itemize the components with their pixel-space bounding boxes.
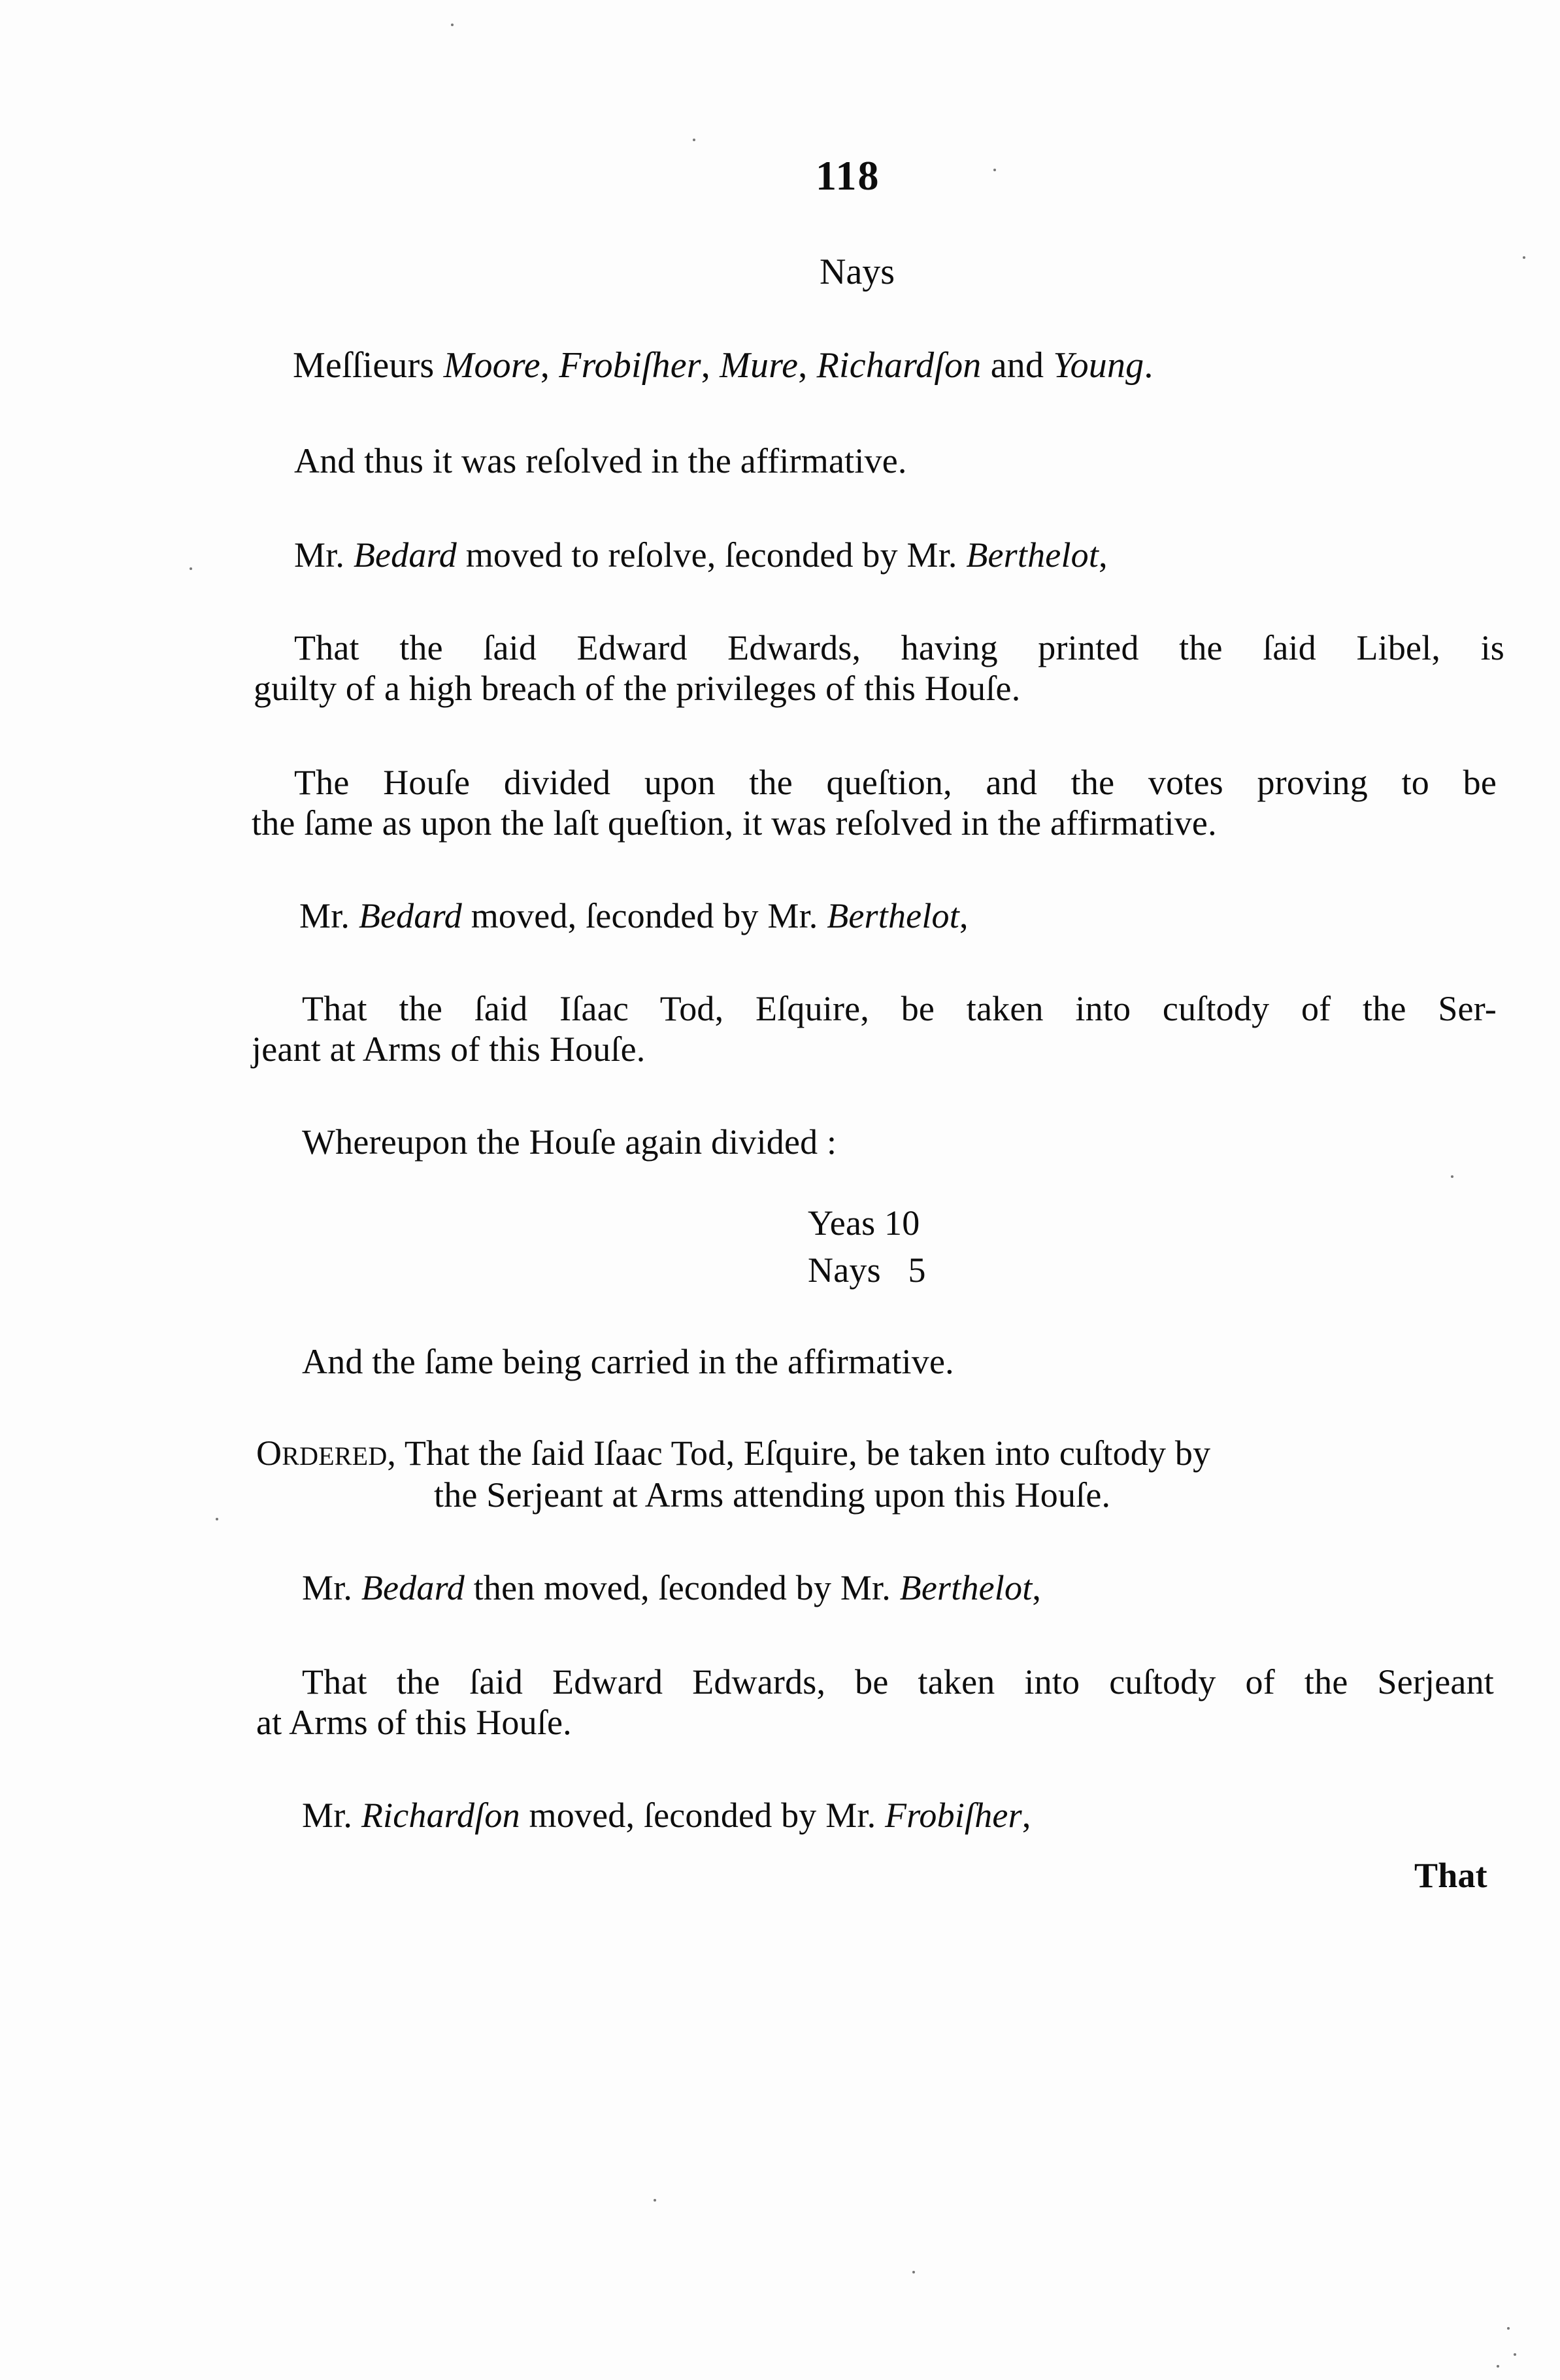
catchword: That (1414, 1856, 1487, 1895)
resolution-paragraph-line: That the ſaid Edward Edwards, having printed the ſaid Libel, is (294, 628, 1504, 667)
ordered-label: RDERED (282, 1441, 388, 1471)
resolution-paragraph-line: guilty of a high breach of the privileges of this Houſe. (254, 669, 1021, 708)
nays-value: 5 (908, 1250, 926, 1290)
ordered-line (256, 1433, 1210, 1477)
member-name: Berthelot (827, 896, 959, 935)
text-run: , (540, 345, 559, 386)
division-paragraph-line: The Houſe divided upon the queſtion, and the votes proving to be (294, 763, 1497, 802)
text-run: , (387, 1433, 397, 1473)
scan-speck (1514, 2353, 1516, 2356)
text-run: , (1032, 1568, 1042, 1607)
member-name: Richardſon (361, 1796, 520, 1835)
member-name: Mure (720, 345, 799, 386)
scan-speck (912, 2271, 915, 2273)
scan-speck (1451, 1175, 1453, 1178)
member-name: Berthelot (899, 1568, 1033, 1607)
text-run: , (798, 345, 817, 386)
text-run: That the ſaid Iſaac Tod, Eſquire, be taken into cuſtody by (396, 1433, 1211, 1473)
resolution-result-text: And thus it was reſolved in the affirmative. (294, 441, 907, 480)
scan-speck (1523, 256, 1525, 259)
page-number: 118 (816, 152, 880, 199)
yeas-label: Yeas (808, 1203, 876, 1243)
member-name: Bedard (361, 1568, 465, 1607)
custody-motion-line: at Arms of this Houſe. (256, 1703, 572, 1742)
scan-speck (654, 2199, 656, 2202)
scan-speck (993, 169, 996, 171)
member-name: Richardſon (816, 345, 982, 386)
scan-speck (693, 139, 695, 141)
division-text: Whereupon the Houſe again divided : (302, 1122, 837, 1162)
ordered-label: O (256, 1433, 282, 1473)
member-name: Berthelot (966, 535, 1099, 575)
text-run: , (1021, 1796, 1031, 1835)
text-run: Mr. (302, 1796, 361, 1835)
nays-heading: Nays (820, 252, 895, 292)
nays-label: Nays (808, 1250, 881, 1290)
scan-speck (190, 567, 192, 570)
text-run: , (1099, 535, 1108, 575)
custody-motion-line: jeant at Arms of this Houſe. (252, 1030, 646, 1069)
text-run: and (981, 345, 1054, 386)
text-run: Mr. (299, 896, 359, 935)
nays-count (808, 1250, 926, 1290)
custody-motion-line: That the ſaid Edward Edwards, be taken into cuſtody of the Serjeant (302, 1662, 1494, 1701)
motion-line (299, 896, 969, 936)
text-run: then moved, ſeconded by Mr. (465, 1568, 900, 1607)
ordered-line: the Serjeant at Arms attending upon this Houſe. (434, 1475, 1111, 1515)
yeas-count (808, 1203, 920, 1243)
motion-line (302, 1567, 1041, 1608)
custody-motion-line: That the ſaid Iſaac Tod, Eſquire, be taken into cuſtody of the Ser- (302, 989, 1497, 1028)
yeas-value: 10 (884, 1203, 920, 1243)
scan-speck (451, 24, 454, 26)
member-name: Bedard (358, 896, 462, 935)
text-run: . (1144, 345, 1153, 386)
member-name: Young (1053, 345, 1144, 386)
text-run: moved, ſeconded by Mr. (520, 1796, 886, 1835)
scan-speck (1497, 2365, 1499, 2368)
text-run: moved, ſeconded by Mr. (462, 896, 827, 935)
text-run: moved to reſolve, ſeconded by Mr. (457, 535, 967, 575)
carried-text: And the ſame being carried in the affirmative. (302, 1342, 954, 1381)
text-run: Mr. (302, 1568, 361, 1607)
motion-line (302, 1795, 1031, 1835)
scan-speck (1507, 2327, 1510, 2330)
member-name: Bedard (353, 535, 457, 575)
text-run: , (959, 896, 969, 935)
text-run: Mr. (294, 535, 354, 575)
member-name: Frobiſher (559, 345, 701, 386)
nays-members-line (293, 345, 1153, 386)
division-paragraph-line: the ſame as upon the laſt queſtion, it was reſolved in the affirmative. (252, 803, 1217, 843)
scan-speck (216, 1518, 218, 1520)
motion-line (294, 535, 1108, 575)
member-name: Frobiſher (885, 1796, 1022, 1835)
text-run: , (701, 345, 720, 386)
member-name: Moore (443, 345, 540, 386)
text-run: Meſſieurs (293, 345, 444, 386)
